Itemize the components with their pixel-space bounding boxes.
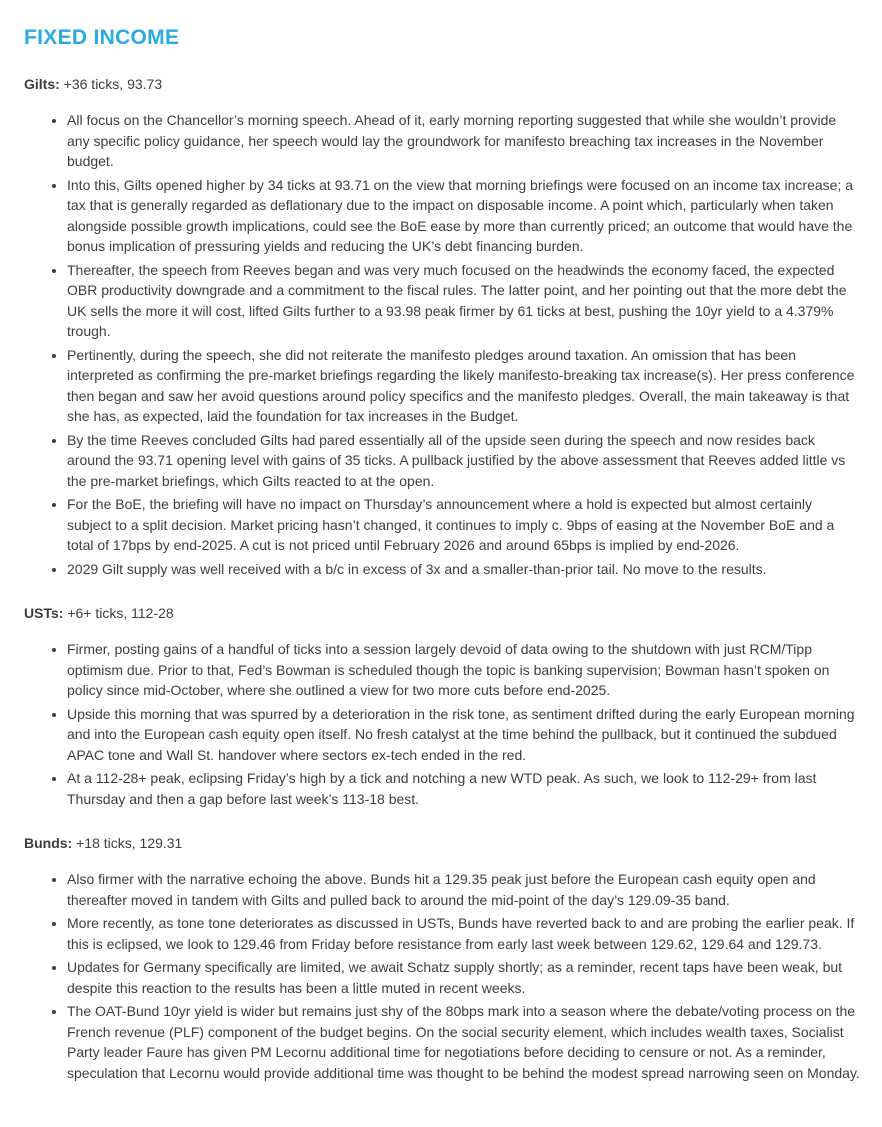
page-title: FIXED INCOME [24,26,180,49]
bullet-item: • Thereafter, the speech from Reeves began and was very much focused on the headwinds the economy faced, the expected OBR productivity downgrade and a commitment to the fiscal rules. The latter point, and her pointing out that the more debt the UK sells the more it will cost, lifted Gilts further to a 93.98 peak firmer by 61 ticks at best, pushing the 10yr yield to a 4.379% trough. [67,260,862,342]
section-header-gilts [24,74,862,94]
bullet-item: • All focus on the Chancellor’s morning speech. Ahead of it, early morning reporting suggested that while she wouldn’t provide any specific policy guidance, her speech would lay the groundwork for manifesto breaching tax increases in the November budget. [67,110,862,172]
bullet-item: • By the time Reeves concluded Gilts had pared essentially all of the upside seen during the speech and now resides back around the 93.71 opening level with gains of 35 ticks. A pullback justified by the above assessment that Reeves added little vs the pre-market briefings, which Gilts reacted to at the open. [67,430,862,492]
gilts-bullet-list [24,110,862,579]
section-summary-usts: +6+ ticks, 112-28 [67,605,174,621]
section-label-bunds: Bunds: [24,835,73,851]
bunds-bullet-list [24,869,862,1083]
bullet-item: • Pertinently, during the speech, she did not reiterate the manifesto pledges around taxation. An omission that has been interpreted as confirming the pre-market briefings regarding the likely manifesto-breaking tax increase(s). Her press conference then began and saw her avoid questions around policy specifics and the manifesto pledges. Overall, the main takeaway is that she has, as expected, laid the foundation for tax increases in the Budget. [67,345,862,427]
bullet-item: • At a 112-28+ peak, eclipsing Friday’s high by a tick and notching a new WTD peak. As such, we look to 112-29+ from last Thursday and then a gap before last week’s 113-18 best. [67,768,862,809]
bullet-item: • Updates for Germany specifically are limited, we await Schatz supply shortly; as a reminder, recent taps have been weak, but despite this reaction to the results has been a little muted in recent weeks. [67,957,862,998]
section-summary-bunds: +18 ticks, 129.31 [76,835,183,851]
bullet-item: • Into this, Gilts opened higher by 34 ticks at 93.71 on the view that morning briefings were focused on an income tax increase; a tax that is generally regarded as deflationary due to the impact on disposable income. A point which, particularly when taken alongside possible growth implications, could see the BoE ease by more than currently priced; an outcome that would have the bonus implication of pressuring yields and reducing the UK’s debt financing burden. [67,175,862,257]
bullet-item: • Upside this morning that was spurred by a deterioration in the risk tone, as sentiment drifted during the early European morning and into the European cash equity open itself. No fresh catalyst at the time behind the pullback, but it continued the subdued APAC tone and Wall St. handover where sectors ex-tech ended in the red. [67,704,862,766]
section-label-usts: USTs: [24,605,64,621]
bullet-item: • Firmer, posting gains of a handful of ticks into a session largely devoid of data owing to the shutdown with just RCM/Tipp optimism due. Prior to that, Fed’s Bowman is scheduled though the topic is banking supervision; Bowman hasn’t spoken on policy since mid-October, where she outlined a view for two more cuts before end-2025. [67,639,862,701]
bullet-item: • More recently, as tone tone deteriorates as discussed in USTs, Bunds have reverted back to and are probing the earlier peak. If this is eclipsed, we look to 129.46 from Friday before resistance from early last week between 129.62, 129.64 and 129.73. [67,913,862,954]
section-header-usts [24,603,862,623]
section-summary-gilts: +36 ticks, 93.73 [63,76,163,92]
usts-bullet-list [24,639,862,809]
section-label-gilts: Gilts: [24,76,60,92]
bullet-item: • 2029 Gilt supply was well received with a b/c in excess of 3x and a smaller-than-prior tail. No move to the results. [67,559,862,580]
bullet-item: • The OAT-Bund 10yr yield is wider but remains just shy of the 80bps mark into a season where the debate/voting process on the French revenue (PLF) component of the budget begins. On the social security element, which includes wealth taxes, Socialist Party leader Faure has given PM Lecornu additional time for negotiations before deciding to censure or not. As a reminder, speculation that Lecornu would provide additional time was thought to be behind the modest spread narrowing seen on Monday. [67,1001,862,1083]
bullet-item: • For the BoE, the briefing will have no impact on Thursday’s announcement where a hold is expected but almost certainly subject to a split decision. Market pricing hasn’t changed, it continues to imply c. 9bps of easing at the November BoE and a total of 17bps by end-2025. A cut is not priced until February 2026 and around 65bps is implied by end-2026. [67,494,862,556]
bullet-item: • Also firmer with the narrative echoing the above. Bunds hit a 129.35 peak just before the European cash equity open and thereafter moved in tandem with Gilts and pulled back to around the mid-point of the day’s 129.09-35 band. [67,869,862,910]
section-header-bunds [24,833,862,853]
